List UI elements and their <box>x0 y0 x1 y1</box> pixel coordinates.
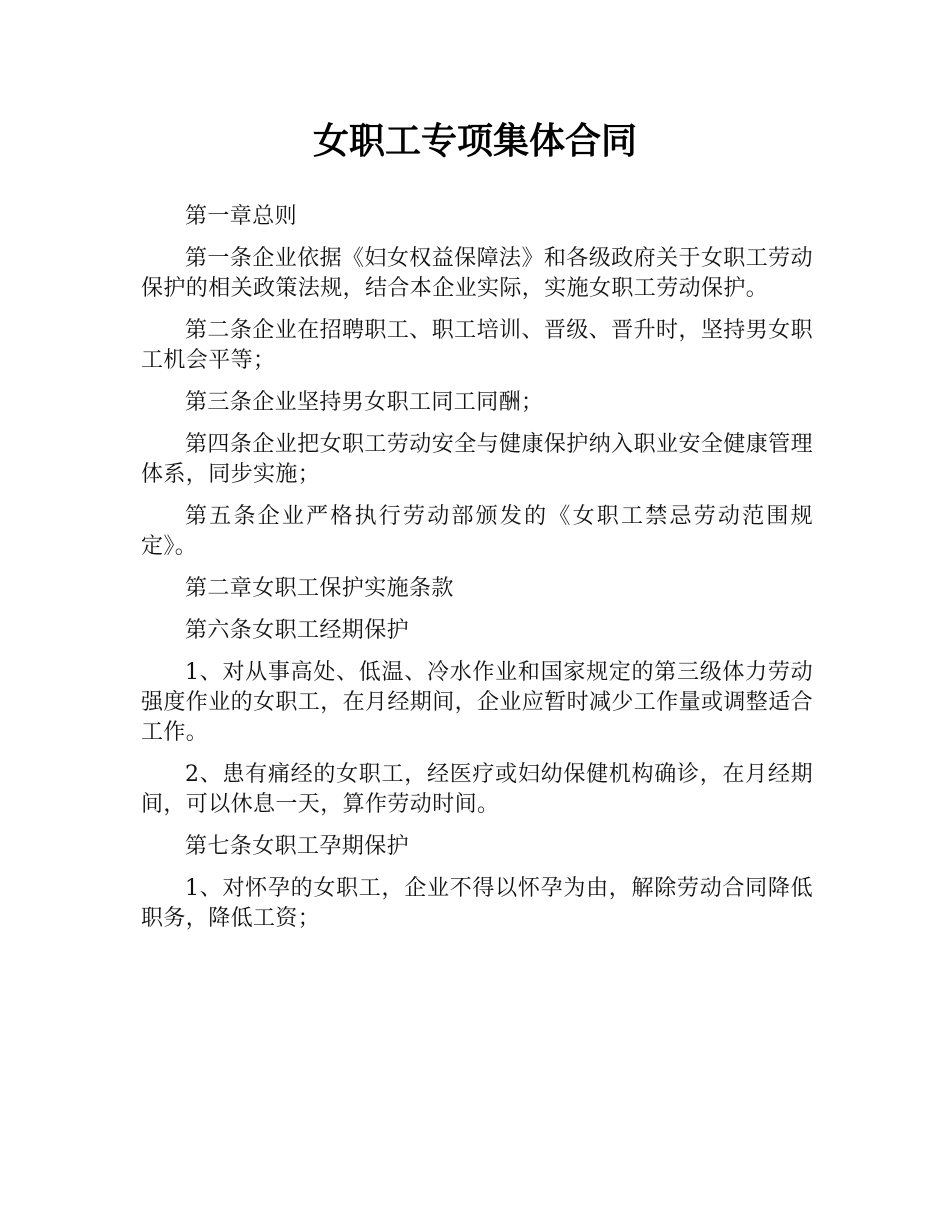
chapter-heading: 第二章女职工保护实施条款 <box>185 576 454 601</box>
clause-paragraph: 1、对从事高处、低温、冷水作业和国家规定的第三级体力劳动强度作业的女职工，在月经期间，企业应暂时减少工作量或调整适合工作。 <box>141 660 814 745</box>
clause-paragraph: 2、患有痛经的女职工，经医疗或妇幼保健机构确诊，在月经期间，可以休息一天，算作劳动时间。 <box>141 762 813 817</box>
chapter-heading: 第一章总则 <box>185 204 298 229</box>
article-paragraph: 第四条企业把女职工劳动安全与健康保护纳入职业安全健康管理体系，同步实施； <box>141 432 813 487</box>
document-body <box>141 202 813 946</box>
clause-paragraph: 1、对怀孕的女职工，企业不得以怀孕为由，解除劳动合同降低职务，降低工资； <box>141 876 813 931</box>
article-paragraph: 第五条企业严格执行劳动部颁发的《女职工禁忌劳动范围规定》。 <box>141 504 813 559</box>
article-heading: 第六条女职工经期保护 <box>185 618 410 643</box>
article-heading: 第七条女职工孕期保护 <box>185 834 410 859</box>
article-paragraph: 第一条企业依据《妇女权益保障法》和各级政府关于女职工劳动保护的相关政策法规，结合本企业实际，实施女职工劳动保护。 <box>141 246 813 301</box>
article-paragraph: 第二条企业在招聘职工、职工培训、晋级、晋升时，坚持男女职工机会平等； <box>141 318 813 373</box>
article-paragraph: 第三条企业坚持男女职工同工同酬； <box>185 390 544 415</box>
document-title: 女职工专项集体合同 <box>312 121 637 162</box>
